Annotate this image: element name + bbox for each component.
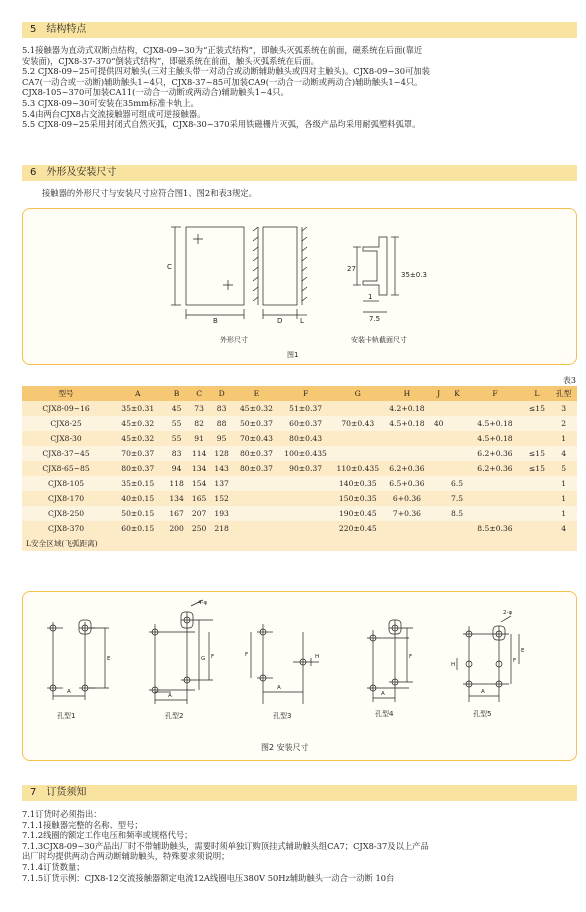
section-7-body — [22, 809, 582, 883]
section-title: 结构特点 — [46, 24, 87, 35]
table-cell — [448, 431, 466, 446]
outline-side-view — [263, 227, 297, 305]
table-cell: 70±0.43 — [331, 416, 384, 431]
table-cell: 45±0.32 — [110, 431, 165, 446]
table-cell — [448, 446, 466, 461]
hole-type-3-label: 孔型3 — [273, 712, 292, 720]
table-cell: 167 — [165, 506, 188, 521]
table-cell: 207 — [188, 506, 211, 521]
rail-section — [363, 237, 387, 295]
table-cell: 91 — [188, 431, 211, 446]
table-row — [22, 461, 577, 476]
paragraph-line: 安装面)，CJX8-37-370“倒装式结构”，即磁系统在前面，触头灭弧系统在后面。 — [22, 55, 319, 66]
table-cell: 1 — [550, 431, 577, 446]
table-cell — [233, 521, 280, 536]
table-cell: 152 — [210, 491, 233, 506]
dim-g-label: G — [201, 656, 206, 662]
table-cell — [233, 491, 280, 506]
table-label: 表3 — [562, 376, 576, 385]
hole-type-5-drawing — [457, 616, 519, 702]
table-header-row — [22, 386, 577, 401]
table-cell: 45 — [165, 401, 188, 416]
section-6-intro — [42, 188, 586, 199]
table-cell: 80±0.37 — [233, 446, 280, 461]
table-cell-model: CJX8-09~16 — [22, 401, 110, 416]
table-cell: 45±0.32 — [233, 401, 280, 416]
table-cell: 154 — [188, 476, 211, 491]
table-cell: 4 — [550, 521, 577, 536]
paragraph-line: 7.1.3CJX8-09~30产品出厂时不带辅助触头，需要时须单独订购顶挂式辅助触头组CA7；CJX8-37及以上产品 — [22, 840, 429, 851]
paragraph-line: 7.1.2线圈的额定工作电压和频率或规格代号； — [22, 830, 193, 841]
hole-type-2-label: 孔型2 — [165, 712, 184, 720]
table-cell: 4 — [550, 446, 577, 461]
section-7-header — [22, 785, 577, 801]
table-cell: ≤15 — [524, 401, 551, 416]
hole-type-1-label: 孔型1 — [57, 712, 76, 720]
table-cell: 250 — [188, 521, 211, 536]
table-cell: 6.2+0.36 — [466, 446, 523, 461]
table-cell: 6+0.36 — [384, 491, 429, 506]
table-cell: 1 — [550, 476, 577, 491]
header-f: F — [280, 386, 331, 401]
paragraph-line: 5.4由两台CJX8占交流接触器可组成可逆接触器。 — [22, 108, 206, 119]
table-cell — [448, 461, 466, 476]
table-cell: 1 — [550, 491, 577, 506]
dim-a-label: A — [481, 689, 485, 695]
table-row — [22, 521, 577, 536]
table-cell: 134 — [188, 461, 211, 476]
table-cell: 55 — [165, 416, 188, 431]
paragraph-line: 7.1订货时必须指出： — [22, 809, 102, 819]
hole-type-1-drawing — [47, 620, 109, 700]
table-cell-model: CJX8-25 — [22, 416, 110, 431]
table-cell: 70±0.37 — [110, 446, 165, 461]
header-b: B — [165, 386, 188, 401]
table-cell: 80±0.37 — [233, 461, 280, 476]
table-cell — [384, 446, 429, 461]
table-cell — [524, 431, 551, 446]
table-cell — [429, 521, 447, 536]
table-cell-model: CJX8-250 — [22, 506, 110, 521]
table-cell: 193 — [210, 506, 233, 521]
table-cell — [448, 401, 466, 416]
table-cell — [429, 476, 447, 491]
table-cell: 50±0.15 — [110, 506, 165, 521]
hole-type-5-label: 孔型5 — [473, 710, 492, 718]
header-g: G — [331, 386, 384, 401]
table-row — [22, 476, 577, 491]
table-cell: 7+0.36 — [384, 506, 429, 521]
table-cell: 1 — [550, 506, 577, 521]
table-cell — [448, 521, 466, 536]
table-cell: 143 — [210, 461, 233, 476]
table-cell — [384, 431, 429, 446]
header-f2: F — [466, 386, 523, 401]
table-cell: 150±0.35 — [331, 491, 384, 506]
table-cell: 140±0.35 — [331, 476, 384, 491]
dim-4phi-label: 4-φ — [198, 600, 208, 606]
table-cell: 80±0.37 — [110, 461, 165, 476]
dim-c-label: C — [167, 263, 172, 271]
hole-type-4-drawing — [367, 620, 413, 702]
hole-type-4-label: 孔型4 — [375, 710, 394, 718]
table-cell — [233, 476, 280, 491]
table-cell-model: CJX8-370 — [22, 521, 110, 536]
table-cell: 6.5+0.36 — [384, 476, 429, 491]
table-row — [22, 506, 577, 521]
paragraph-line: CJX8-105~370可加装CA11(一动合一动断或两动合)辅助触头1~4只。 — [22, 87, 289, 98]
table-cell: 90±0.37 — [280, 461, 331, 476]
figure-1-drawing — [23, 209, 578, 366]
figure-1-caption: 图1 — [287, 351, 299, 359]
paragraph-line: 7.1.5订货示例：CJX8-12交流接触器额定电流12A线圈电压380V 50Hz辅助触头一动合一动断 10台 — [22, 872, 395, 883]
figure-2-box — [22, 591, 577, 761]
paragraph-line: CA7(一动合或一动断)辅助触头1~4只，CJX8-37~85可加装CA9(一动合一动断或两动合)辅助触头1~4只。 — [22, 76, 423, 87]
table-cell: 73 — [188, 401, 211, 416]
table-cell: 51±0.37 — [280, 401, 331, 416]
header-model: 型号 — [22, 386, 110, 401]
table-cell — [466, 401, 523, 416]
dim-75-label: 7.5 — [369, 315, 381, 323]
table-cell: ≤15 — [524, 461, 551, 476]
dim-h-label: H — [451, 662, 456, 668]
table-cell: 82 — [188, 416, 211, 431]
table-cell — [429, 506, 447, 521]
dim-l-label: L — [300, 317, 304, 325]
table-cell: 80±0.43 — [280, 431, 331, 446]
table-cell — [429, 431, 447, 446]
section-number: 7 — [30, 787, 37, 798]
table-cell: 4.2+0.18 — [384, 401, 429, 416]
table-cell: 50±0.37 — [233, 416, 280, 431]
table-cell: 7.5 — [448, 491, 466, 506]
table-cell — [233, 506, 280, 521]
dim-27-label: 27 — [347, 265, 356, 273]
table-cell: 137 — [210, 476, 233, 491]
dim-e-label: E — [521, 648, 525, 654]
dim-a-label: A — [168, 693, 172, 699]
table-cell: 4.5+0.18 — [466, 416, 523, 431]
table-cell: 35±0.31 — [110, 401, 165, 416]
dim-f-label: F — [245, 652, 249, 658]
dim-f-label: F — [409, 654, 413, 660]
table-cell — [524, 521, 551, 536]
table-row — [22, 446, 577, 461]
header-e: E — [233, 386, 280, 401]
dim-a-label: A — [277, 685, 281, 691]
dim-d-label: D — [277, 317, 283, 325]
header-l: L — [524, 386, 551, 401]
table-cell — [466, 506, 523, 521]
table-cell: 200 — [165, 521, 188, 536]
table-cell — [331, 446, 384, 461]
table-cell — [429, 401, 447, 416]
table-cell: 165 — [188, 491, 211, 506]
table-cell: 6.2+0.36 — [384, 461, 429, 476]
table-cell: 118 — [165, 476, 188, 491]
header-j: J — [429, 386, 447, 401]
table-cell — [429, 491, 447, 506]
table-cell: 218 — [210, 521, 233, 536]
figure-2-caption: 图2 安装尺寸 — [261, 743, 309, 752]
table-cell — [524, 491, 551, 506]
table-cell — [524, 476, 551, 491]
spec-table — [22, 386, 577, 551]
table-cell-model: CJX8-170 — [22, 491, 110, 506]
table-row — [22, 431, 577, 446]
table-cell: 5 — [550, 461, 577, 476]
table-cell: 134 — [165, 491, 188, 506]
section-6-header — [22, 165, 577, 181]
table-cell: 6.5 — [448, 476, 466, 491]
figure-2-drawing — [23, 592, 578, 762]
section-number: 5 — [30, 24, 37, 35]
paragraph-line: 接触器的外形尺寸与安装尺寸应符合图1、图2和表3规定。 — [42, 188, 257, 198]
header-d: D — [210, 386, 233, 401]
table-cell: 100±0.435 — [280, 446, 331, 461]
paragraph-line: 5.2 CJX8-09~25可提供四对触头(三对主触头带一对动合或动断辅助触头或四对主触头)。CJX8-09~30可加装 — [22, 66, 430, 77]
section-number: 6 — [30, 167, 37, 178]
dim-35-label: 35±0.3 — [401, 271, 427, 279]
table-cell — [331, 401, 384, 416]
paragraph-line: 7.1.1接触器完整的名称、型号； — [22, 819, 143, 830]
table-cell — [429, 446, 447, 461]
dim-f-label: F — [513, 658, 517, 664]
figure-1-box — [22, 208, 577, 365]
table-cell: 60±0.37 — [280, 416, 331, 431]
table-cell: 40 — [429, 416, 447, 431]
table-cell — [280, 521, 331, 536]
table-cell: 128 — [210, 446, 233, 461]
section-title: 订货须知 — [46, 787, 87, 798]
table-cell: 88 — [210, 416, 233, 431]
table-cell: 110±0.435 — [331, 461, 384, 476]
table-cell: 70±0.43 — [233, 431, 280, 446]
paragraph-line: 5.3 CJX8-09~30可安装在35mm标准卡轨上。 — [22, 97, 199, 108]
table-row — [22, 491, 577, 506]
table-cell: 45±0.32 — [110, 416, 165, 431]
table-cell — [384, 521, 429, 536]
table-cell — [524, 506, 551, 521]
table-cell-model: CJX8-105 — [22, 476, 110, 491]
dim-a-label: A — [67, 689, 71, 695]
table-cell: 55 — [165, 431, 188, 446]
section-5-body — [22, 45, 582, 130]
hole-type-3-drawing — [251, 624, 319, 704]
dim-1-label: 1 — [368, 293, 373, 301]
table-cell: 83 — [210, 401, 233, 416]
table-cell: 40±0.15 — [110, 491, 165, 506]
table-cell: ≤15 — [524, 446, 551, 461]
table-cell: 114 — [188, 446, 211, 461]
rail-caption: 安装卡轨截面尺寸 — [351, 336, 407, 344]
table-footnote: L安全区域(飞弧距离) — [22, 536, 577, 551]
dim-h-label: H — [315, 654, 320, 660]
table-cell — [524, 416, 551, 431]
table-cell — [466, 476, 523, 491]
table-cell: 190±0.45 — [331, 506, 384, 521]
header-hole-type: 孔型 — [550, 386, 577, 401]
table-cell: 2 — [550, 416, 577, 431]
dim-e-label: E — [107, 656, 111, 662]
table-cell — [280, 476, 331, 491]
paragraph-line: 5.5 CJX8-09~25采用封闭式自然灭弧，CJX8-30~370采用铁磁栅片灭弧，各级产品均采用耐弧塑料弧罩。 — [22, 119, 421, 130]
table-cell: 94 — [165, 461, 188, 476]
section-5-header — [22, 22, 577, 38]
dim-a-label: A — [381, 691, 385, 697]
header-h: H — [384, 386, 429, 401]
table-cell — [429, 461, 447, 476]
table-cell: 6.2+0.36 — [466, 461, 523, 476]
header-k: K — [448, 386, 466, 401]
paragraph-line: 出厂时均提供两动合两动断辅助触头，特殊要求须说明； — [22, 851, 230, 862]
header-a: A — [110, 386, 165, 401]
table-row — [22, 401, 577, 416]
table-cell-model: CJX8-37~45 — [22, 446, 110, 461]
paragraph-line: 7.1.4订货数量； — [22, 861, 85, 872]
table-cell: 60±0.15 — [110, 521, 165, 536]
table-cell — [466, 491, 523, 506]
outline-caption: 外形尺寸 — [220, 336, 248, 344]
table-cell — [280, 506, 331, 521]
table-cell: 8.5 — [448, 506, 466, 521]
header-c: C — [188, 386, 211, 401]
table-cell: 4.5+0.18 — [384, 416, 429, 431]
table-cell — [448, 416, 466, 431]
table-cell: 220±0.45 — [331, 521, 384, 536]
table-row — [22, 416, 577, 431]
table-cell: 35±0.15 — [110, 476, 165, 491]
section-title: 外形及安装尺寸 — [46, 167, 117, 178]
table-cell: 8.5±0.36 — [466, 521, 523, 536]
dim-b-label: B — [213, 317, 218, 325]
table-cell — [331, 431, 384, 446]
table-cell: 4.5+0.18 — [466, 431, 523, 446]
table-cell: 3 — [550, 401, 577, 416]
paragraph-line: 5.1接触器为直动式双断点结构，CJX8-09~30为“正装式结构”，即触头灭弧系统在前面，磁系统在后面(靠近 — [22, 45, 423, 55]
dim-2phi-label: 2-φ — [503, 610, 513, 616]
table-cell: 83 — [165, 446, 188, 461]
dim-f-label: F — [211, 654, 215, 660]
table-cell-model: CJX8-30 — [22, 431, 110, 446]
table-cell-model: CJX8-65~85 — [22, 461, 110, 476]
table-cell — [280, 491, 331, 506]
table-cell: 95 — [210, 431, 233, 446]
hole-type-2-drawing — [149, 600, 213, 704]
